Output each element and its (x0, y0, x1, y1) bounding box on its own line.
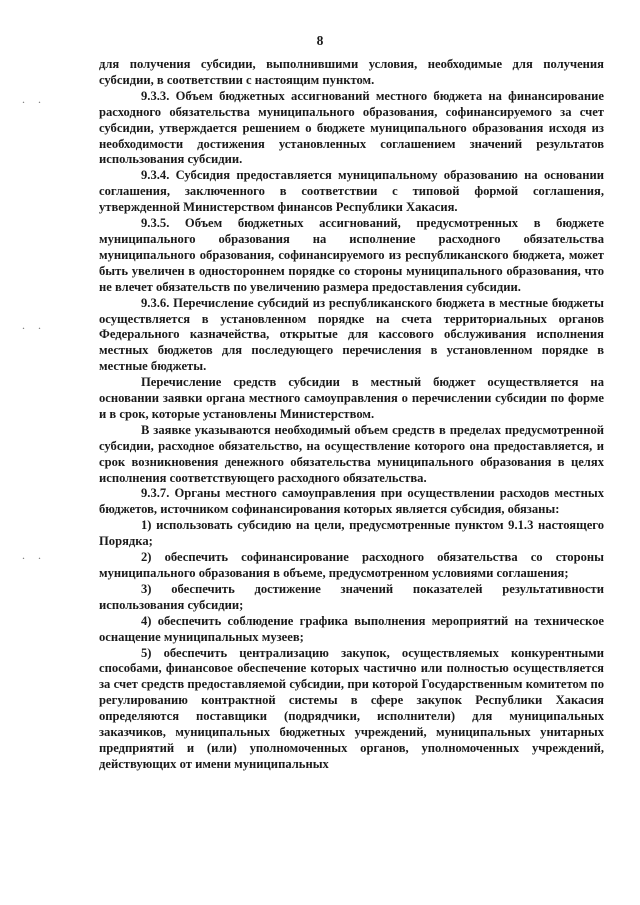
list-item-2: 2) обеспечить софинансирование расходного обязательства со стороны муниципального образования в объеме, предусмотренном условиями соглашения; (99, 550, 604, 580)
paragraph-transfer-request: Перечисление средств субсидии в местный бюджет осуществляется на основании заявки органа местного самоуправления о перечислении субсидии по форме и в срок, которые установлены Министерством. (99, 375, 604, 421)
list-item-1: 1) использовать субсидию на цели, предусмотренные пунктом 9.1.3 настоящего Порядка; (99, 518, 604, 549)
page-number: 8 (316, 33, 324, 48)
paragraph-9-3-6: 9.3.6. Перечисление субсидий из республиканского бюджета в местные бюджеты осуществляется в установленном порядке на счета территориальных органов Федерального казначейства, открытые для кассового обслуживания исполнения местных бюджетов для последующего перечисления в установленном порядке в местные бюджеты. (99, 295, 604, 374)
paragraph-request-contents: В заявке указываются необходимый объем средств в пределах предусмотренной субсидии, расходное обязательство, на осуществление которого она предоставляется, и срок возникновения денежного обязательства муниципального образования в целях исполнения соответствующего расходного обязательства. (99, 422, 604, 485)
paragraph-9-3-5: 9.3.5. Объем бюджетных ассигнований, предусмотренных в бюджете муниципального образования на исполнение расходного обязательства муниципального образования, софинансируемого из республиканского бюджета, может быть увеличен в одностороннем порядке со стороны муниципального образования, что не влечет обязательств по увеличению размера предоставления субсидии. (99, 216, 604, 294)
paragraph-9-3-3: 9.3.3. Объем бюджетных ассигнований местного бюджета на финансирование расходного обязательства муниципального образования, софинансируемого за счет субсидии, утверждается решением о бюджете муниципального образования исходя из необходимости достижения установленных соглашением значений результатов использования субсидии. (99, 88, 604, 167)
paragraph-9-3-7: 9.3.7. Органы местного самоуправления при осуществлении расходов местных бюджетов, источником софинансирования которых является субсидия, обязаны: (99, 486, 604, 517)
paragraph-continuation: для получения субсидии, выполнившими условия, необходимые для получения субсидии, в соответствии с настоящим пунктом. (99, 57, 604, 87)
paragraph-9-3-4: 9.3.4. Субсидия предоставляется муниципальному образованию на основании соглашения, заключенного в соответствии с типовой формой соглашения, утвержденной Министерством финансов Республики Хакасия. (99, 168, 604, 215)
margin-mark: . . (22, 92, 46, 106)
margin-mark: . . (22, 318, 46, 332)
margin-mark: . . (22, 548, 46, 562)
list-item-5: 5) обеспечить централизацию закупок, осуществляемых конкурентными способами, финансовое обеспечение которых частично или полностью осуществляется за счет средств предоставляемой субсидии, при которой Государственным комитетом по регулированию контрактной системы в сфере закупок Республики Хакасия определяются поставщики (подрядчики, исполнители) для муниципальных заказчиков, муниципальных бюджетных учреждений, муниципальных унитарных предприятий и (или) уполномоченных органов, уполномоченных учреждений, действующих от имени муниципальных (99, 645, 604, 771)
list-item-4: 4) обеспечить соблюдение графика выполнения мероприятий на техническое оснащение муниципальных музеев; (99, 613, 604, 644)
document-body (99, 57, 604, 773)
list-item-3: 3) обеспечить достижение значений показателей результативности использования субсидии; (99, 581, 604, 612)
